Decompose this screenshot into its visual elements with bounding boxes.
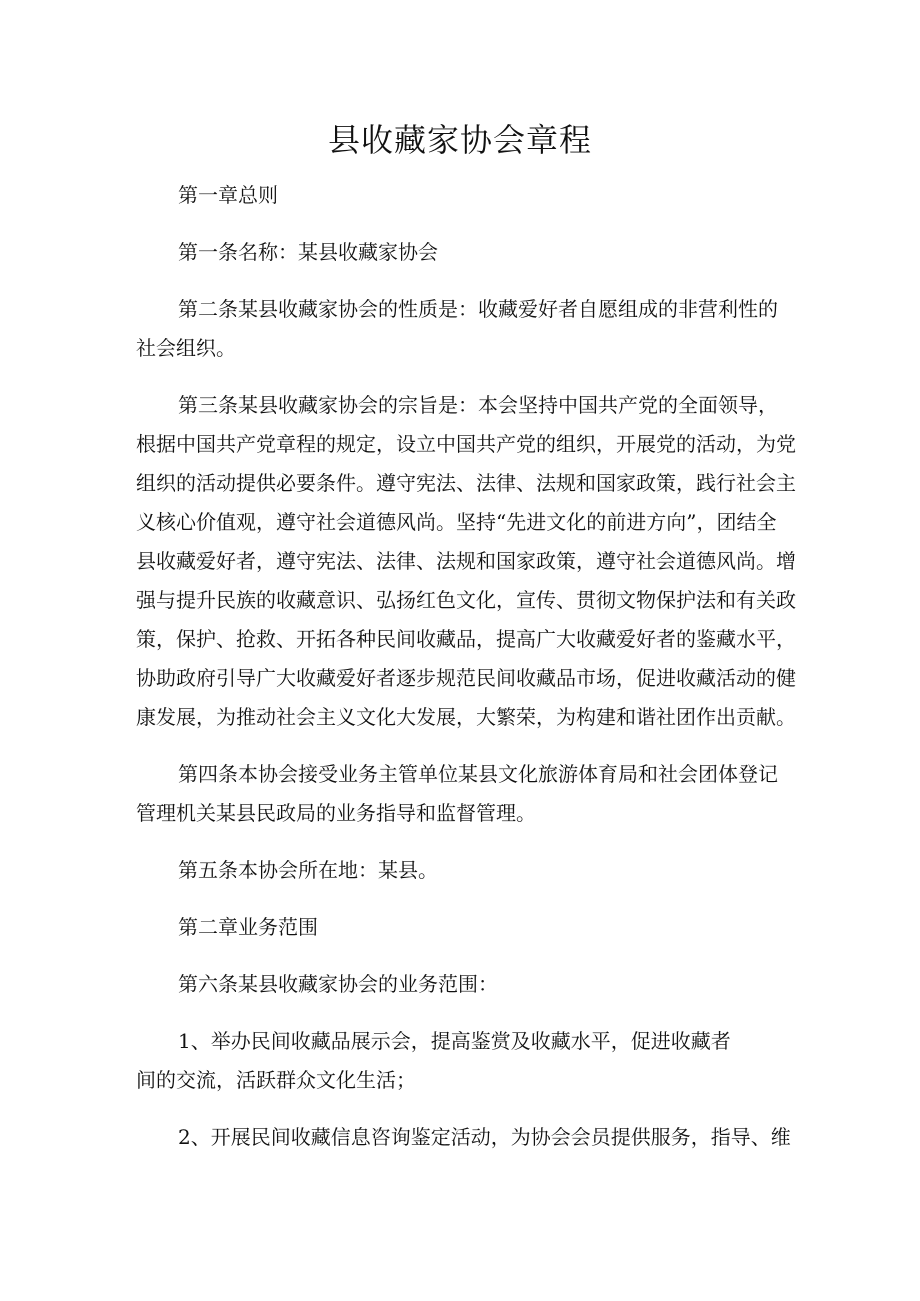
article-3-line: 组织的活动提供必要条件。遵守宪法、法律、法规和国家政策，践行社会主 [136, 471, 796, 495]
article-4-line: 管理机关某县民政局的业务指导和监督管理。 [136, 801, 536, 825]
article-3-line: 县收藏爱好者，遵守宪法、法律、法规和国家政策，遵守社会道德风尚。增 [136, 549, 796, 573]
article-3-line: 策，保护、抢救、开拓各种民间收藏品，提高广大收藏爱好者的鉴藏水平， [136, 627, 796, 651]
article-5: 第五条本协会所在地：某县。 [178, 858, 438, 882]
article-3-line: 第三条某县收藏家协会的宗旨是：本会坚持中国共产党的全面领导， [178, 393, 778, 417]
article-6: 第六条某县收藏家协会的业务范围： [178, 972, 498, 996]
article-3-line: 强与提升民族的收藏意识、弘扬红色文化，宣传、贯彻文物保护法和有关政 [136, 588, 796, 612]
article-3-line: 康发展，为推动社会主义文化大发展，大繁荣，为构建和谐社团作出贡献。 [136, 705, 796, 729]
chapter-1-heading: 第一章总则 [178, 183, 278, 207]
scope-item-2: 2、开展民间收藏信息咨询鉴定活动，为协会会员提供服务，指导、维 [178, 1125, 791, 1149]
article-3-line: 协助政府引导广大收藏爱好者逐步规范民间收藏品市场，促进收藏活动的健 [136, 666, 796, 690]
article-3-line: 义核心价值观，遵守社会道德风尚。坚持“先进文化的前进方向”，团结全 [136, 510, 777, 534]
document-body [136, 176, 796, 1157]
article-2 [136, 290, 788, 368]
article-4-line: 第四条本协会接受业务主管单位某县文化旅游体育局和社会团体登记 [178, 762, 778, 786]
chapter-2-heading: 第二章业务范围 [178, 915, 318, 939]
article-3 [136, 386, 796, 737]
article-2-line: 第二条某县收藏家协会的性质是：收藏爱好者自愿组成的非营利性的 [178, 297, 778, 321]
scope-item-1 [136, 1022, 788, 1100]
scope-item-1-line: 1、举办民间收藏品展示会，提高鉴赏及收藏水平，促进收藏者 [178, 1029, 731, 1053]
article-4 [136, 755, 788, 833]
article-1: 第一条名称：某县收藏家协会 [178, 240, 438, 264]
article-2-line: 社会组织。 [136, 336, 236, 360]
article-3-line: 根据中国共产党章程的规定，设立中国共产党的组织，开展党的活动，为党 [136, 432, 796, 456]
document-title: 县收藏家协会章程 [327, 121, 592, 159]
scope-item-1-line: 间的交流，活跃群众文化生活； [136, 1068, 416, 1092]
